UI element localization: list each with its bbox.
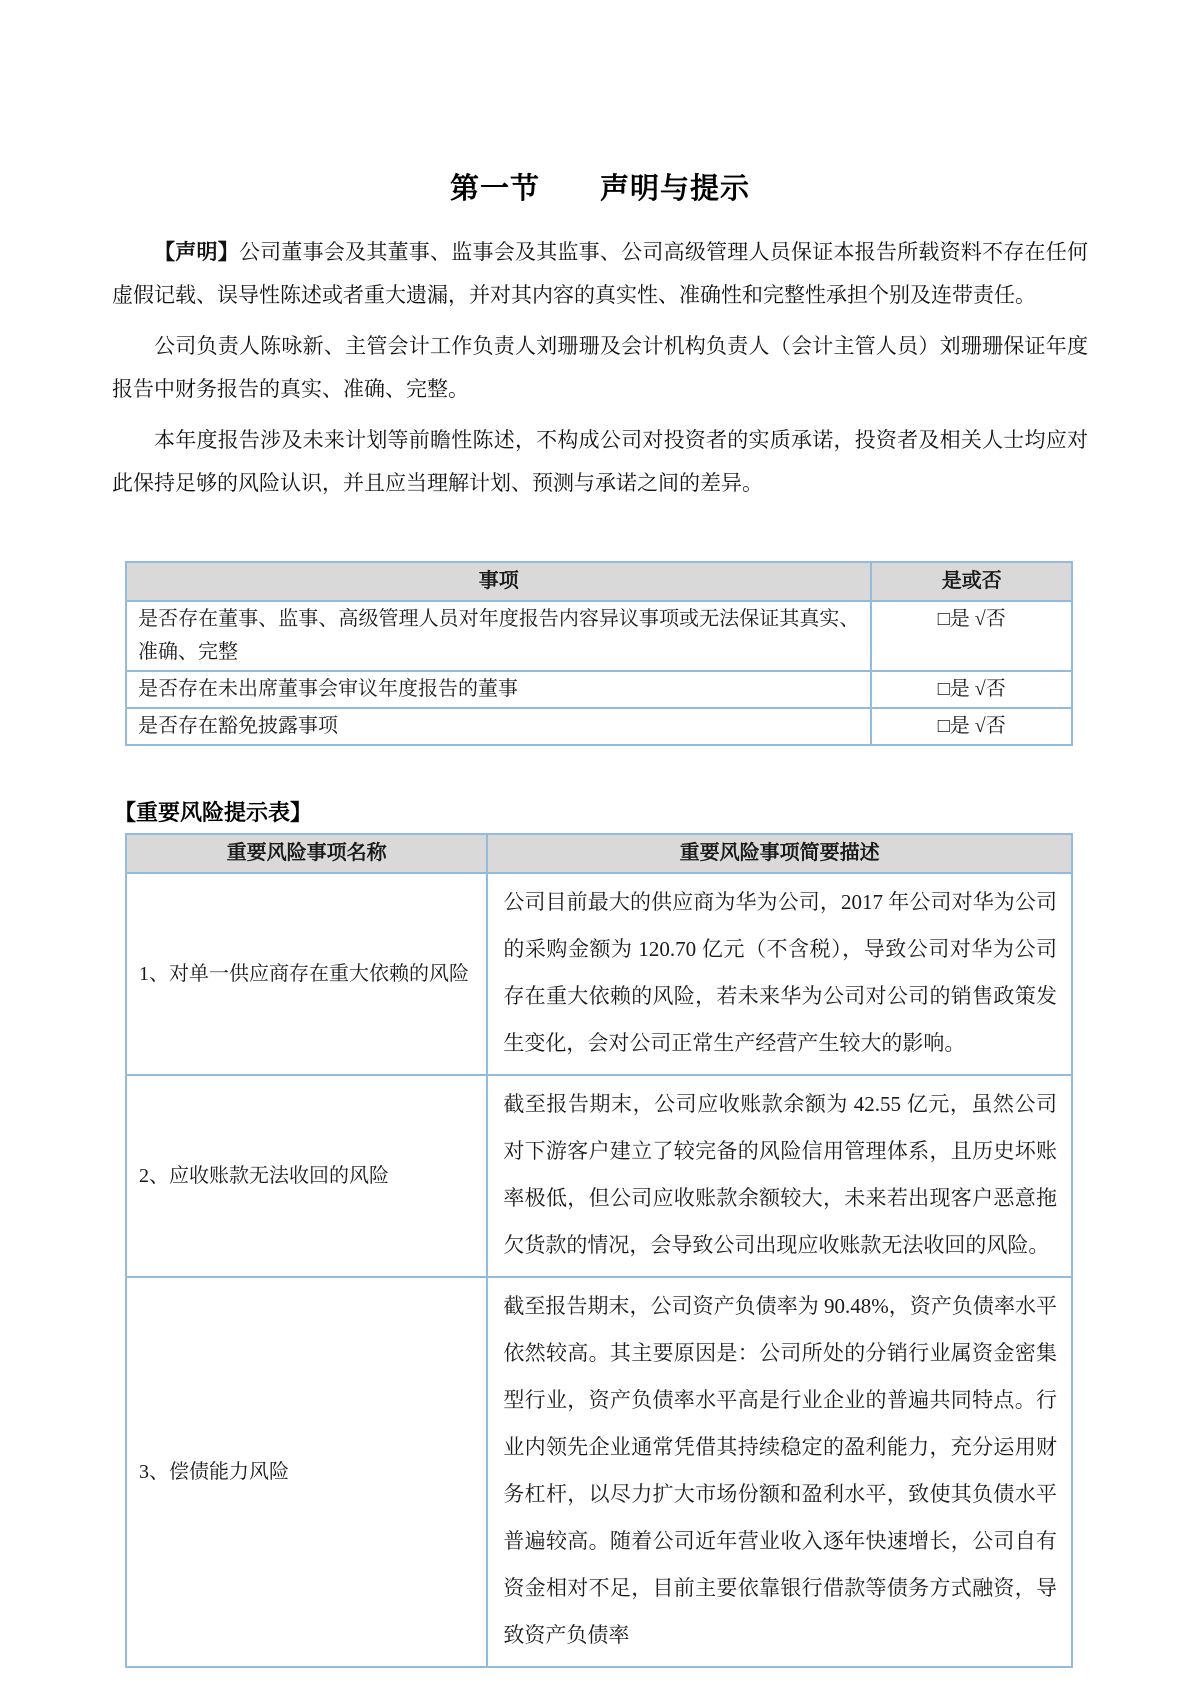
statement-item-cell: 是否存在豁免披露事项: [126, 708, 871, 745]
risk-name-cell: 2、应收账款无法收回的风险: [126, 1075, 487, 1277]
statement-table-row: [126, 671, 1072, 708]
paragraph-text: 公司董事会及其董事、监事会及其监事、公司高级管理人员保证本报告所载资料不存在任何虚假记载、误导性陈述或者重大遗漏，并对其内容的真实性、准确性和完整性承担个别及连带责任。: [112, 240, 1089, 307]
risk-table-header-name: 重要风险事项名称: [126, 834, 487, 873]
statement-table: [125, 561, 1073, 746]
statement-table-row: [126, 708, 1072, 745]
risk-table-heading: 【重要风险提示表】: [114, 800, 313, 825]
declaration-paragraph: [112, 325, 1088, 411]
section-title: 第一节 声明与提示: [449, 173, 750, 205]
paragraph-text: 公司负责人陈咏新、主管会计工作负责人刘珊珊及会计机构负责人（会计主管人员）刘珊珊保证年度报告中财务报告的真实、准确、完整。: [112, 334, 1088, 401]
declaration-paragraph: [112, 231, 1088, 317]
risk-table-header-description: 重要风险事项简要描述: [487, 834, 1072, 873]
statement-table-header-row: [126, 562, 1072, 601]
risk-description-cell: 截至报告期末，公司应收账款余额为 42.55 亿元，虽然公司对下游客户建立了较完备的风险信用管理体系，且历史坏账率极低，但公司应收账款余额较大，未来若出现客户恶意拖欠货款的情况，会导致公司出现应收账款无法收回的风险。: [487, 1075, 1072, 1277]
declaration-paragraph: [112, 419, 1088, 505]
statement-item-cell: 是否存在未出席董事会审议年度报告的董事: [126, 671, 871, 708]
statement-table-header-answer: 是或否: [871, 562, 1072, 601]
statement-table-row: [126, 601, 1072, 671]
risk-table-row: [126, 1075, 1072, 1277]
paragraph-bold-prefix: 【声明】: [154, 240, 239, 264]
statement-answer-cell: □是 √否: [871, 708, 1072, 745]
statement-item-cell: 是否存在董事、监事、高级管理人员对年度报告内容异议事项或无法保证其真实、准确、完整: [126, 601, 871, 671]
risk-table-row: [126, 873, 1072, 1075]
statement-answer-cell: □是 √否: [871, 671, 1072, 708]
risk-description-cell: 截至报告期末，公司资产负债率为 90.48%，资产负债率水平依然较高。其主要原因是：公司所处的分销行业属资金密集型行业，资产负债率水平高是行业企业的普遍共同特点。行业内领先企业通常凭借其持续稳定的盈利能力，充分运用财务杠杆，以尽力扩大市场份额和盈利水平，致使其负债水平普遍较高。随着公司近年营业收入逐年快速增长，公司自有资金相对不足，目前主要依靠银行借款等债务方式融资，导致资产负债率: [487, 1277, 1072, 1667]
risk-table: [125, 833, 1073, 1668]
declaration-paragraphs: [112, 231, 1088, 505]
risk-description-cell: 公司目前最大的供应商为华为公司，2017 年公司对华为公司的采购金额为 120.70 亿元（不含税），导致公司对华为公司存在重大依赖的风险，若未来华为公司对公司的销售政策发生变化，会对公司正常生产经营产生较大的影响。: [487, 873, 1072, 1075]
statement-answer-cell: □是 √否: [871, 601, 1072, 671]
risk-table-header-row: [126, 834, 1072, 873]
risk-name-cell: 1、对单一供应商存在重大依赖的风险: [126, 873, 487, 1075]
risk-table-row: [126, 1277, 1072, 1667]
statement-table-header-item: 事项: [126, 562, 871, 601]
risk-name-cell: 3、偿债能力风险: [126, 1277, 487, 1667]
paragraph-text: 本年度报告涉及未来计划等前瞻性陈述，不构成公司对投资者的实质承诺，投资者及相关人士均应对此保持足够的风险认识，并且应当理解计划、预测与承诺之间的差异。: [112, 428, 1088, 495]
